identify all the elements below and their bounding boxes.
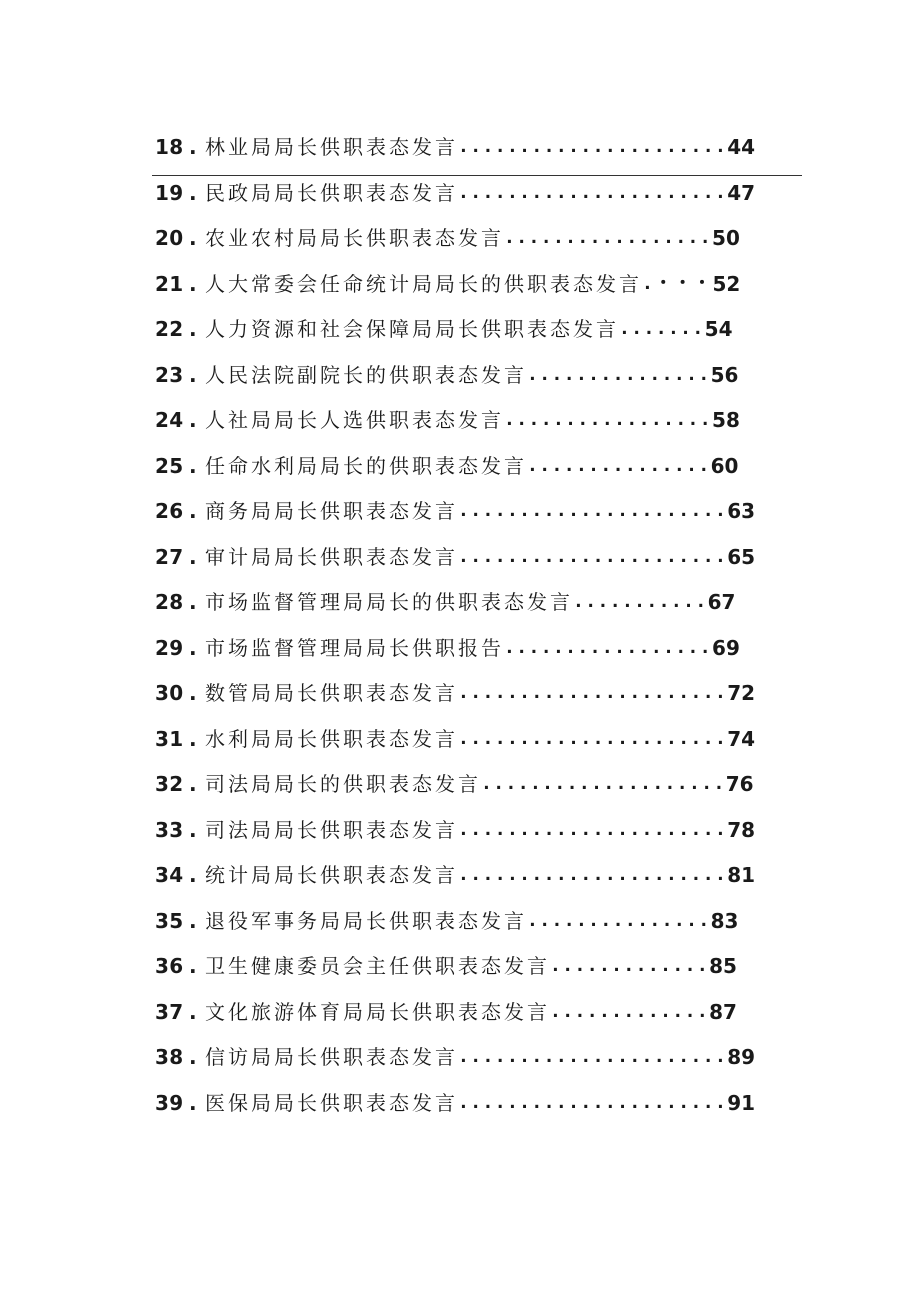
toc-entry-number: 26	[155, 499, 184, 523]
toc-entry-leader: .................	[504, 409, 713, 430]
toc-entry-36[interactable]	[155, 951, 737, 981]
toc-entry-page: 47	[727, 181, 756, 205]
toc-entry-leader: .................	[504, 637, 713, 658]
toc-entry-title: 市场监督管理局局长的供职表态发言	[205, 590, 573, 614]
toc-entry-page: 89	[727, 1045, 756, 1069]
toc-entry-number: 29	[155, 636, 184, 660]
toc-entry-separator: .	[189, 181, 197, 205]
toc-entry-number: 32	[155, 772, 184, 796]
toc-entry-31[interactable]	[155, 724, 755, 754]
toc-entry-page: 67	[707, 590, 736, 614]
toc-entry-title: 水利局局长供职表态发言	[205, 727, 458, 751]
toc-entry-number: 37	[155, 1000, 184, 1024]
toc-entry-25[interactable]	[155, 451, 738, 481]
toc-entry-26[interactable]	[155, 496, 755, 526]
toc-entry-page: 44	[727, 135, 756, 159]
toc-entry-page: 85	[709, 954, 737, 978]
toc-entry-number: 25	[155, 454, 184, 478]
toc-entry-separator: .	[189, 772, 197, 796]
toc-entry-leader: ......................	[458, 1092, 728, 1113]
toc-entry-title: 退役军事务局局长供职表态发言	[205, 909, 527, 933]
toc-entry-leader: ...............	[527, 455, 711, 476]
toc-entry-separator: .	[189, 954, 197, 978]
toc-entry-28[interactable]	[155, 587, 735, 617]
toc-entry-38[interactable]	[155, 1042, 755, 1072]
toc-entry-number: 20	[155, 226, 184, 250]
toc-entry-leader: .・・・	[642, 273, 713, 294]
toc-entry-37[interactable]	[155, 997, 737, 1027]
toc-entry-number: 28	[155, 590, 184, 614]
toc-entry-page: 56	[710, 363, 739, 387]
toc-entry-separator: .	[189, 317, 197, 341]
toc-entry-21[interactable]	[155, 269, 740, 299]
toc-entry-title: 林业局局长供职表态发言	[205, 135, 458, 159]
toc-entry-page: 63	[727, 499, 756, 523]
toc-entry-separator: .	[189, 727, 197, 751]
toc-entry-leader: .............	[550, 955, 710, 976]
toc-entry-separator: .	[189, 272, 197, 296]
toc-entry-page: 58	[712, 408, 740, 432]
toc-entry-separator: .	[189, 408, 197, 432]
toc-entry-number: 30	[155, 681, 184, 705]
toc-entry-leader: ...............	[527, 364, 711, 385]
toc-entry-page: 81	[727, 863, 756, 887]
toc-entry-separator: .	[189, 226, 197, 250]
toc-entry-leader: ......................	[458, 182, 728, 203]
toc-entry-separator: .	[189, 545, 197, 569]
toc-entry-leader: ...........	[573, 591, 708, 612]
toc-entry-34[interactable]	[155, 860, 755, 890]
toc-entry-separator: .	[189, 454, 197, 478]
toc-entry-number: 27	[155, 545, 184, 569]
toc-entry-number: 21	[155, 272, 184, 296]
toc-entry-separator: .	[189, 135, 197, 159]
toc-entry-title: 卫生健康委员会主任供职表态发言	[205, 954, 550, 978]
toc-entry-leader: ......................	[458, 1046, 728, 1067]
toc-entry-title: 文化旅游体育局局长供职表态发言	[205, 1000, 550, 1024]
toc-entry-page: 87	[709, 1000, 737, 1024]
toc-entry-number: 38	[155, 1045, 184, 1069]
toc-entry-title: 商务局局长供职表态发言	[205, 499, 458, 523]
toc-entry-number: 34	[155, 863, 184, 887]
toc-entry-leader: ......................	[458, 864, 728, 885]
toc-entry-number: 24	[155, 408, 184, 432]
toc-entry-number: 33	[155, 818, 184, 842]
toc-entry-leader: ....................	[481, 773, 726, 794]
toc-entry-page: 78	[727, 818, 756, 842]
toc-entry-leader: ......................	[458, 819, 728, 840]
toc-entry-page: 69	[712, 636, 740, 660]
toc-entry-leader: .................	[504, 227, 713, 248]
toc-entry-separator: .	[189, 1000, 197, 1024]
toc-entry-number: 36	[155, 954, 184, 978]
toc-entry-22[interactable]	[155, 314, 733, 344]
toc-entry-leader: ...............	[527, 910, 711, 931]
toc-entry-35[interactable]	[155, 906, 738, 936]
toc-entry-23[interactable]	[155, 360, 738, 390]
toc-entry-title: 民政局局长供职表态发言	[205, 181, 458, 205]
toc-entry-title: 信访局局长供职表态发言	[205, 1045, 458, 1069]
toc-entry-separator: .	[189, 590, 197, 614]
toc-entry-page: 72	[727, 681, 756, 705]
toc-entry-page: 76	[725, 772, 754, 796]
toc-entry-leader: .............	[550, 1001, 710, 1022]
toc-entry-33[interactable]	[155, 815, 755, 845]
toc-entry-title: 审计局局长供职表态发言	[205, 545, 458, 569]
toc-entry-page: 65	[727, 545, 756, 569]
toc-entry-18[interactable]	[155, 132, 755, 162]
toc-entry-title: 人民法院副院长的供职表态发言	[205, 363, 527, 387]
toc-entry-separator: .	[189, 1091, 197, 1115]
toc-entry-leader: ......................	[458, 546, 728, 567]
toc-entry-32[interactable]	[155, 769, 754, 799]
toc-entry-number: 39	[155, 1091, 184, 1115]
toc-entry-29[interactable]	[155, 633, 740, 663]
toc-entry-page: 74	[727, 727, 756, 751]
toc-entry-page: 54	[704, 317, 733, 341]
toc-entry-title: 农业农村局局长供职表态发言	[205, 226, 504, 250]
toc-entry-number: 31	[155, 727, 184, 751]
toc-entry-30[interactable]	[155, 678, 755, 708]
toc-entry-title: 人力资源和社会保障局局长供职表态发言	[205, 317, 619, 341]
toc-entry-leader: ......................	[458, 500, 728, 521]
toc-entry-separator: .	[189, 1045, 197, 1069]
toc-entry-24[interactable]	[155, 405, 740, 435]
toc-entry-title: 司法局局长供职表态发言	[205, 818, 458, 842]
toc-entry-number: 35	[155, 909, 184, 933]
toc-entry-number: 22	[155, 317, 184, 341]
toc-entry-page: 50	[712, 226, 740, 250]
toc-entry-title: 人社局局长人选供职表态发言	[205, 408, 504, 432]
toc-entry-number: 23	[155, 363, 184, 387]
toc-entry-separator: .	[189, 909, 197, 933]
toc-entry-separator: .	[189, 499, 197, 523]
toc-entry-number: 18	[155, 135, 184, 159]
toc-entry-page: 91	[727, 1091, 756, 1115]
toc-entry-leader: ......................	[458, 682, 728, 703]
toc-entry-separator: .	[189, 363, 197, 387]
toc-entry-title: 市场监督管理局局长供职报告	[205, 636, 504, 660]
toc-entry-leader: ......................	[458, 136, 728, 157]
toc-entry-page: 60	[710, 454, 739, 478]
toc-entry-27[interactable]	[155, 542, 755, 572]
toc-entry-title: 医保局局长供职表态发言	[205, 1091, 458, 1115]
toc-entry-separator: .	[189, 818, 197, 842]
toc-entry-39[interactable]	[155, 1088, 755, 1118]
toc-entry-page: 52	[712, 272, 741, 296]
toc-entry-title: 任命水利局局长的供职表态发言	[205, 454, 527, 478]
toc-entry-title: 司法局局长的供职表态发言	[205, 772, 481, 796]
toc-entry-page: 83	[710, 909, 739, 933]
toc-entry-title: 统计局局长供职表态发言	[205, 863, 458, 887]
toc-entry-19[interactable]	[155, 178, 755, 208]
toc-entry-leader: .......	[619, 318, 705, 339]
toc-entry-separator: .	[189, 636, 197, 660]
toc-entry-separator: .	[189, 863, 197, 887]
toc-entry-title: 人大常委会任命统计局局长的供职表态发言	[205, 272, 642, 296]
toc-entry-leader: ......................	[458, 728, 728, 749]
toc-entry-separator: .	[189, 681, 197, 705]
toc-entry-title: 数管局局长供职表态发言	[205, 681, 458, 705]
toc-entry-number: 19	[155, 181, 184, 205]
toc-entry-20[interactable]	[155, 223, 740, 253]
